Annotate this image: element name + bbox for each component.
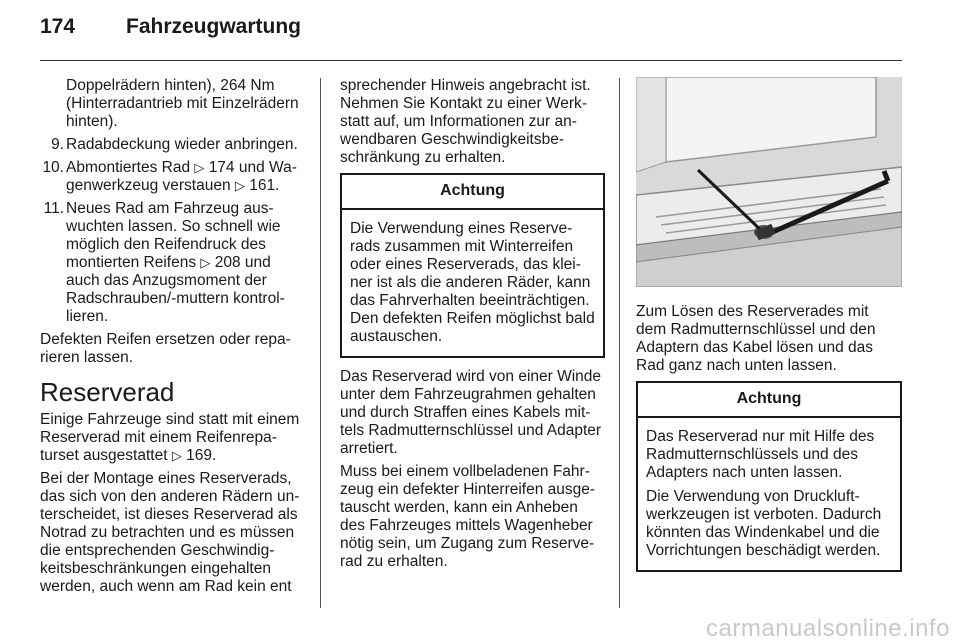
list-item <box>40 136 305 154</box>
paragraph: Das Reserverad wird von einer Winde unter dem Fahrzeugrahmen gehalten und durch Straffen eines Kabels mittels Radmutternschlüssel und Adapter arretiert. <box>340 368 602 457</box>
list-number: 10. <box>42 159 64 176</box>
list-item <box>40 200 305 326</box>
page-reference[interactable]: 169. <box>186 447 217 464</box>
paragraph <box>40 411 305 465</box>
warning-body <box>638 418 900 570</box>
list-number: 11. <box>43 200 64 217</box>
column-divider <box>619 78 620 608</box>
column-divider <box>320 78 321 608</box>
warning-box <box>636 381 902 572</box>
page-reference[interactable]: 174 <box>208 159 235 176</box>
warning-title: Achtung <box>342 175 603 210</box>
list-text: und auch das Anzugsmoment der Radschrauben/-muttern kontrollieren. <box>66 254 285 325</box>
list-item-continuation: Doppelrädern hinten), 264 Nm (Hinterradantrieb mit Einzelrädern hinten). <box>66 77 299 130</box>
page-title: Fahrzeugwartung <box>126 15 302 38</box>
list-text: Abmontiertes Rad <box>66 159 191 176</box>
paragraph-text: Einige Fahrzeuge sind statt mit einem Reserverad mit einem Reifenrepaturset ausgestattet <box>40 411 300 464</box>
paragraph: Defekten Reifen ersetzen oder reparieren lassen. <box>40 331 291 366</box>
list-item <box>40 159 305 195</box>
cross-reference-arrow-icon: ▷ <box>171 448 182 463</box>
page-reference[interactable]: 161. <box>249 177 280 194</box>
paragraph: Muss bei einem vollbeladenen Fahrzeug ein defekter Hinterreifen ausgetauscht werden, kann ein Anheben des Fahrzeuges mittels Wagenheber nötig sein, um Zugang zum Reserverad zu erhalten. <box>340 463 596 570</box>
paragraph: Zum Lösen des Reserverades mit dem Radmutternschlüssel und den Adaptern das Kabel lösen und das Rad ganz nach unten lassen. <box>636 303 876 374</box>
page-reference[interactable]: 208 <box>214 254 241 271</box>
spare-wheel-wrench-illustration <box>636 77 902 287</box>
list-number: 9. <box>51 136 64 153</box>
cross-reference-arrow-icon: ▷ <box>194 160 205 175</box>
paragraph: sprechender Hinweis angebracht ist. Nehmen Sie Kontakt zu einer Werkstatt auf, um Informationen zur anwendbaren Geschwindigkeitsbeschränkung zu erhalten. <box>340 77 591 166</box>
warning-text: Die Verwendung eines Reserverads zusammen mit Winterreifen oder eines Reserverads, das kleiner ist als die anderen Räder, kann das Fahrverhalten beeinträchtigen. Den defekten Reifen möglichst bald austauschen. <box>350 220 595 345</box>
column-3 <box>636 77 902 582</box>
warning-text: Die Verwendung von Druckluftwerkzeugen ist verboten. Dadurch könnten das Windenkabel und die Vorrichtungen beschädigt werden. <box>646 488 882 559</box>
header-rule <box>40 60 902 61</box>
warning-box <box>340 173 605 358</box>
warning-title: Achtung <box>638 383 900 418</box>
page-header <box>40 15 920 58</box>
list-text: Neues Rad am Fahrzeug auswuchten lassen. So schnell wie möglich den Reifendruck des montierten Reifens <box>66 200 281 271</box>
page-number: 174 <box>40 15 76 38</box>
list-text: und Wagenwerkzeug verstauen <box>66 159 297 194</box>
cross-reference-arrow-icon: ▷ <box>234 178 245 193</box>
watermark: carmanualsonline.info <box>706 615 950 642</box>
warning-text: Das Reserverad nur mit Hilfe des Radmutternschlüssels und des Adapters nach unten lassen. <box>646 428 875 481</box>
column-1 <box>40 77 305 601</box>
list-text: Radabdeckung wieder anbringen. <box>66 136 298 153</box>
cross-reference-arrow-icon: ▷ <box>200 255 211 270</box>
section-heading: Reserverad <box>40 377 175 407</box>
column-2 <box>340 77 605 576</box>
paragraph: Bei der Montage eines Reserverads, das sich von den anderen Rädern unterscheidet, ist dieses Reserverad als Notrad zu betrachten und es müssen die entsprechenden Geschwindigkeitsbeschränkungen eingehalten werden, auch wenn am Rad kein ent <box>40 470 300 595</box>
warning-body <box>342 210 603 356</box>
wrench-illustration-svg <box>636 77 902 287</box>
